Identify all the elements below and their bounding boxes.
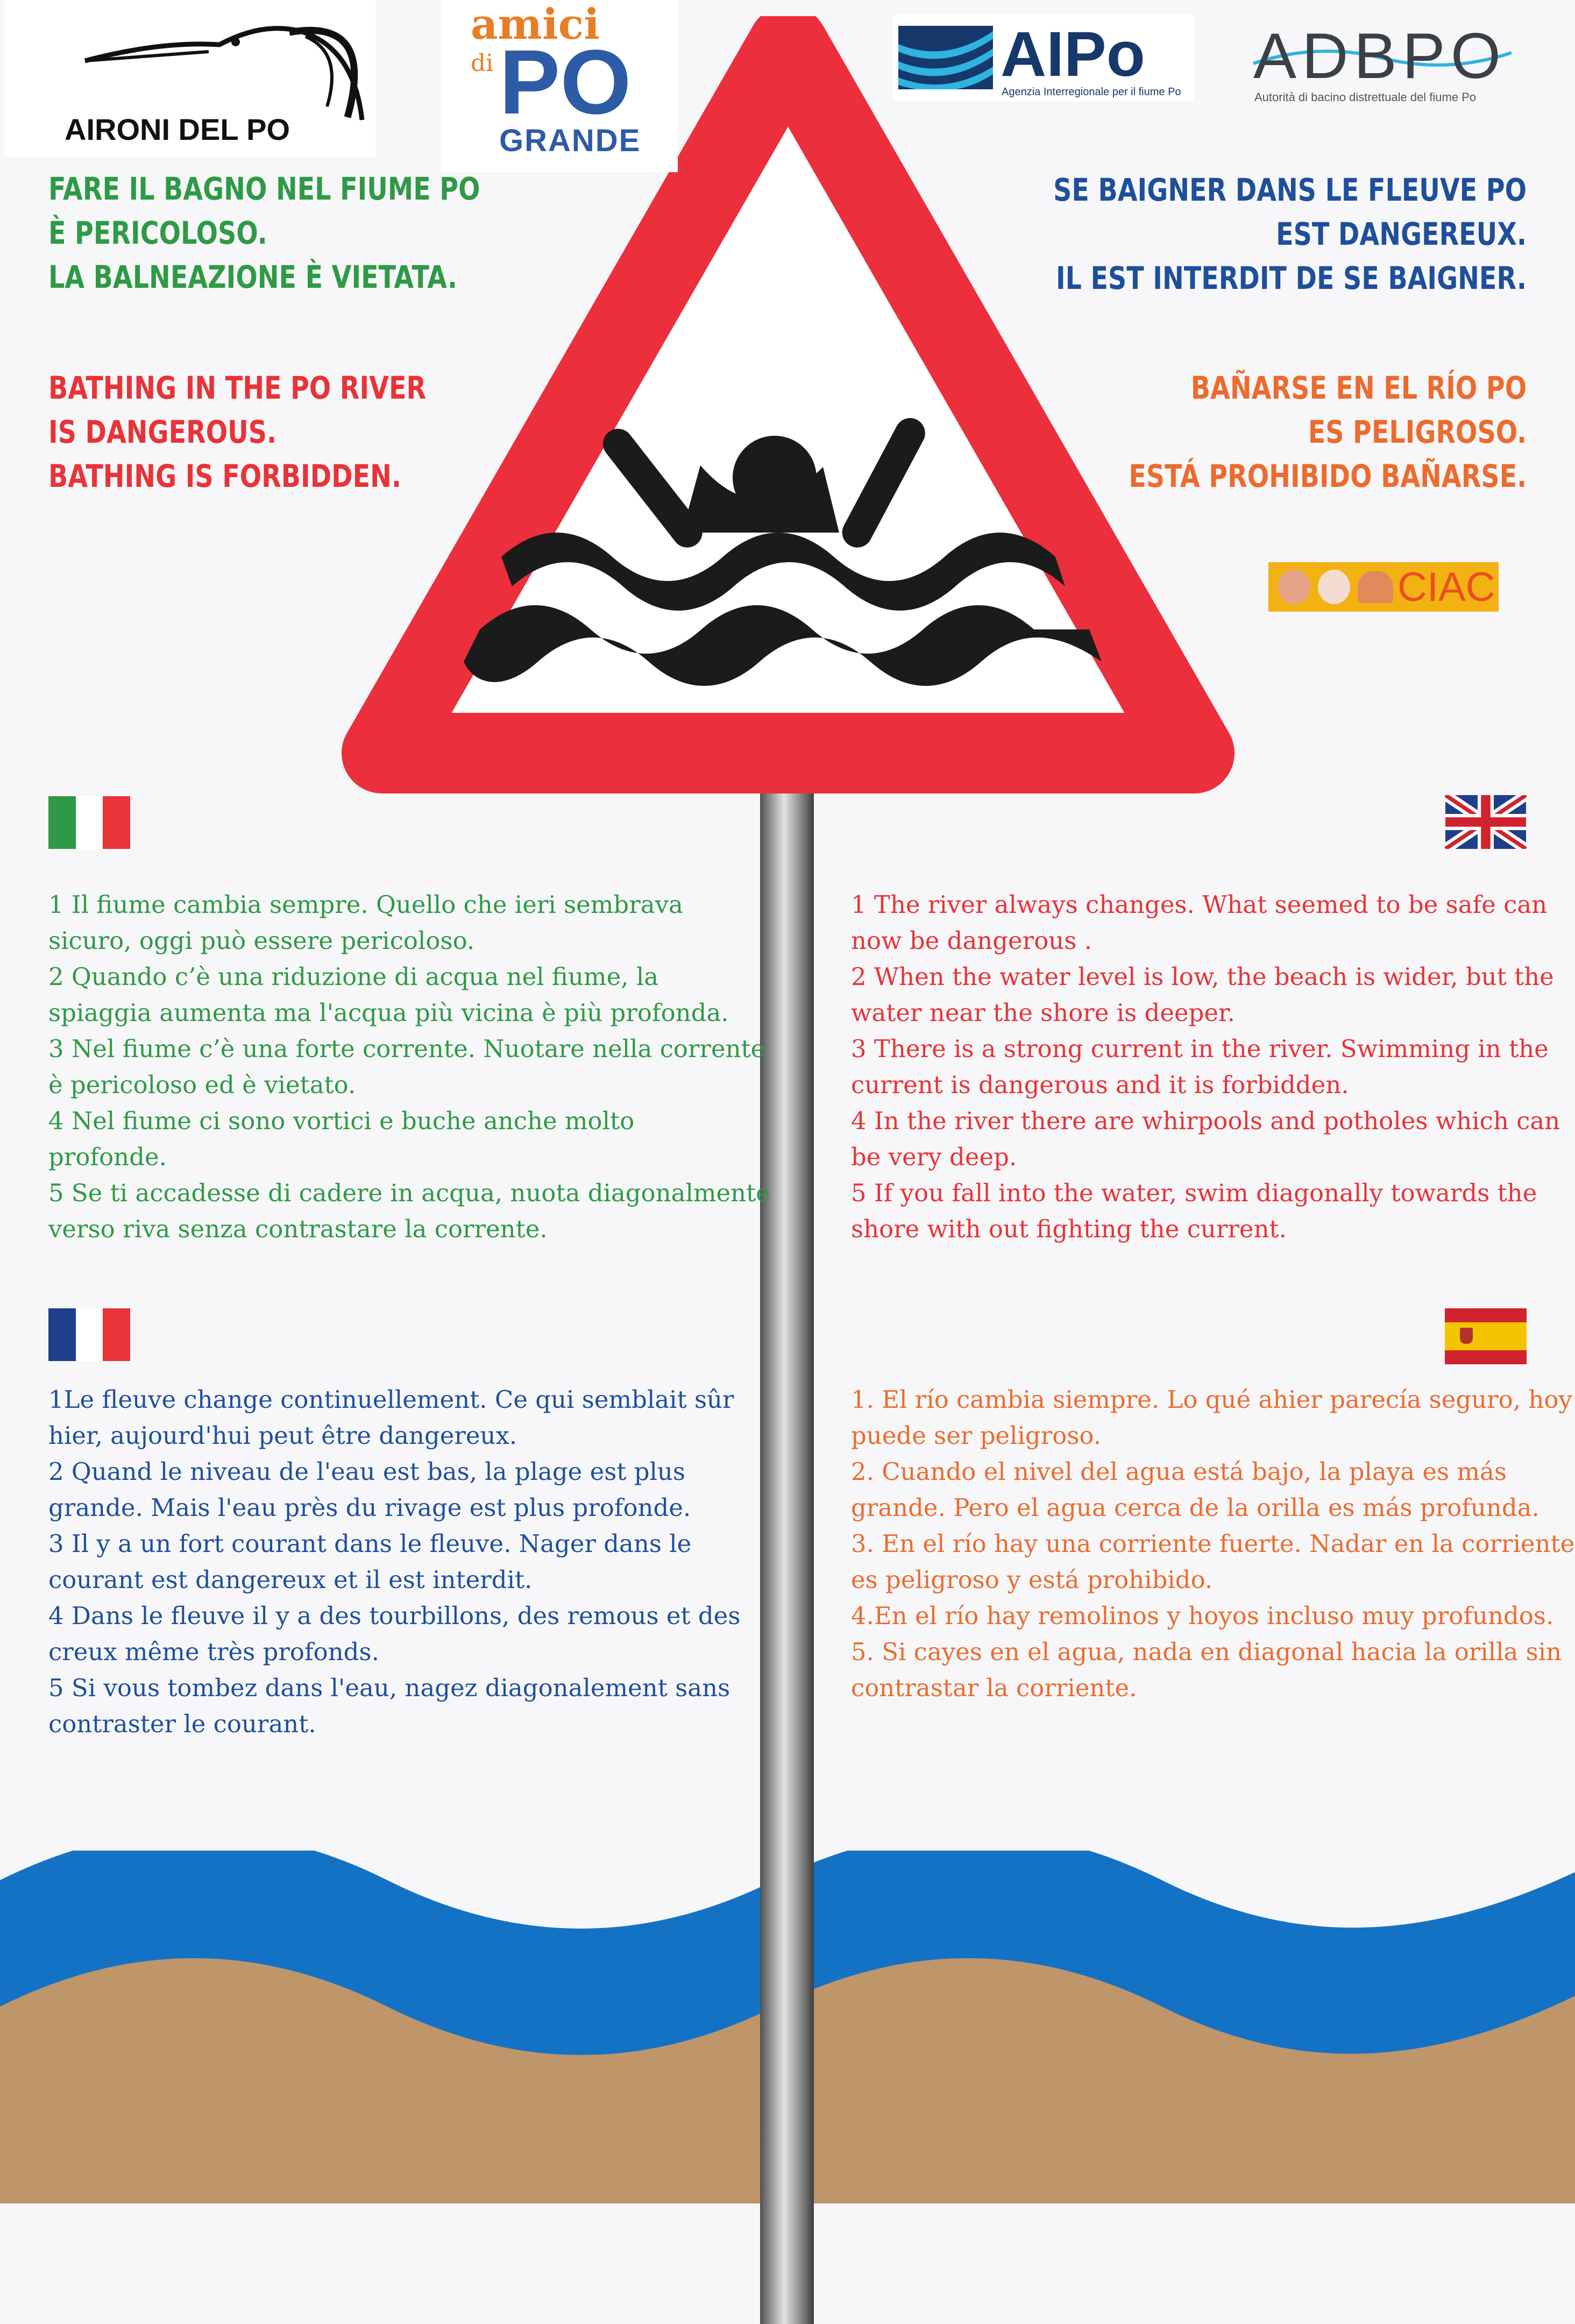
flag-uk-icon <box>1445 795 1527 849</box>
rules-french: 1Le fleuve change continuellement. Ce qui semblait sûr hier, aujourd'hui peut être dangereux. 2 Quand le niveau de l'eau est bas, la plage est plus grande. Mais l'eau près du rivage est plus profonde. 3 Il y a un fort courant dans le fleuve. Nager dans le courant est dangereux et il est interdit. 4 Dans le fleuve il y a des tourbillons, des remous et des creux même très profonds. 5 Si vous tombez dans l'eau, nagez diagonalement sans contraster le courant. <box>48 1385 741 1738</box>
amici-text: amici <box>471 0 600 49</box>
headline-french: SE BAIGNER DANS LE FLEUVE PO EST DANGEREUX. IL EST INTERDIT DE SE BAIGNER. <box>1053 172 1527 296</box>
rules-english: 1 The river always changes. What seemed to be safe can now be dangerous . 2 When the water level is low, the beach is wider, but the water near the shore is deeper. 3 There is a strong current in the river. Swimming in the current is dangerous and it is forbidden. 4 In the river there are whirpools and potholes which can be very deep. 5 If you fall into the water, swim diagonally towards the shore with out fighting the current. <box>851 890 1560 1243</box>
ciac-shield-icon <box>1358 571 1393 603</box>
flag-italy-icon <box>48 796 130 849</box>
headline-spanish: BAÑARSE EN EL RÍO PO ES PELIGROSO. ESTÁ PROHIBIDO BAÑARSE. <box>1129 370 1527 494</box>
flag-spain-icon <box>1445 1308 1527 1364</box>
ciac-text: CIAC <box>1397 564 1495 610</box>
spain-coat-of-arms-icon <box>1460 1328 1473 1344</box>
headline-italian: FARE IL BAGNO NEL FIUME PO È PERICOLOSO. LA BALNEAZIONE È VIETATA. <box>48 171 480 295</box>
aironi-del-po-logo <box>4 0 375 157</box>
aipo-emblem-icon <box>898 26 993 89</box>
di-text: di <box>471 49 494 77</box>
heron-icon <box>74 10 375 123</box>
aipo-subtitle: Agenzia Interregionale per il fiume Po <box>1002 86 1181 98</box>
ciac-face-icon <box>1318 570 1350 604</box>
ciac-face-icon <box>1278 570 1310 604</box>
aipo-text: AIPo <box>1001 19 1145 90</box>
rules-italian: 1 Il fiume cambia sempre. Quello che ieri sembrava sicuro, oggi può essere pericoloso. 2 Quando c’è una riduzione di acqua nel fiume, la spiaggia aumenta ma l'acqua più vicina è più profonda. 3 Nel fiume c’è una forte corrente. Nuotare nella corrente è pericoloso ed è vietato. 4 Nel fiume ci sono vortici e buche anche molto profonde. 5 Se ti accadesse di cadere in acqua, nuota diagonalmente verso riva senza contrastare la corrente. <box>48 890 770 1243</box>
grande-text: GRANDE <box>499 123 641 158</box>
amici-di-po-grande-logo <box>441 0 678 172</box>
headline-english: BATHING IN THE PO RIVER IS DANGEROUS. BATHING IS FORBIDDEN. <box>48 370 427 494</box>
ciac-logo <box>1268 562 1499 612</box>
rules-spanish: 1. El río cambia siempre. Lo qué ahier parecía seguro, hoy puede ser peligroso. 2. Cuando el nivel del agua está bajo, la playa es más grande. Pero el agua cerca de la orilla es más profunda. 3. En el río hay una corriente fuerte. Nadar en la corriente es peligroso y está prohibido. 4.En el río hay remolinos y hoyos incluso muy profundos. 5. Si cayes en el agua, nada en diagonal hacia la orilla sin contrastar la corriente. <box>851 1385 1575 1702</box>
adbpo-subtitle: Autorità di bacino distrettuale del fiume Po <box>1254 90 1477 104</box>
po-text: PO <box>499 31 632 133</box>
flag-france-icon <box>48 1308 130 1361</box>
aironi-del-po-text: AIRONI DEL PO <box>65 112 290 146</box>
adbpo-text: ADBPO <box>1253 20 1507 92</box>
aipo-logo <box>893 15 1194 101</box>
adbpo-logo <box>1237 15 1538 107</box>
